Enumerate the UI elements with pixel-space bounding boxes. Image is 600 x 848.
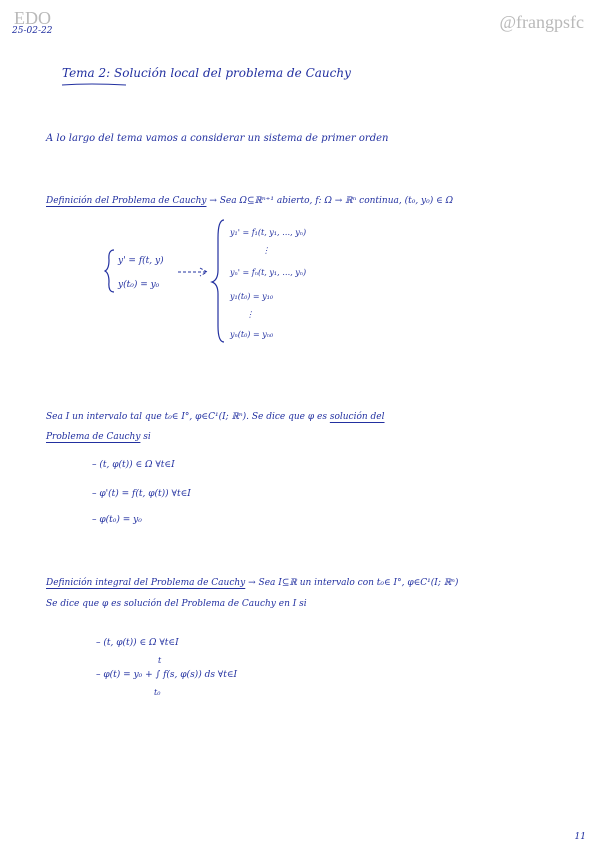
- system-arrow: [176, 266, 212, 278]
- intro-text: A lo largo del tema vamos a considerar un sistema de primer orden: [46, 133, 389, 144]
- system-right-init1: y₁(t₀) = y₁₀: [230, 292, 274, 301]
- solution-term: solución del: [329, 412, 385, 422]
- solution-line2-tail: si: [143, 432, 151, 442]
- def1-statement: Sea Ω⊆ℝⁿ⁺¹ abierto, f: Ω → ℝⁿ continua, (t₀, y₀) ∈ Ω: [219, 196, 454, 206]
- left-brace: [104, 248, 116, 294]
- date: 25-02-22: [12, 26, 53, 36]
- system-right-dots1: ⋮: [262, 246, 270, 255]
- system-right-initn: yₙ(t₀) = yₙ₀: [230, 330, 274, 339]
- def2-condition-1: – (t, φ(t)) ∈ Ω ∀t∈I: [96, 638, 179, 648]
- integral-upper-limit: t: [158, 656, 162, 665]
- page-number: 11: [574, 832, 586, 842]
- system-right-eq1: y₁' = f₁(t, y₁, …, yₙ): [230, 228, 307, 237]
- watermark-right: @frangpsfc: [499, 12, 584, 32]
- def1-arrow: →: [209, 196, 217, 206]
- def2-statement: Sea I⊆ℝ un intervalo con t₀∈ I°, φ∈C¹(I; ℝⁿ): [258, 578, 459, 588]
- integral-lower-limit: t₀: [154, 688, 161, 697]
- def2-heading: Definición integral del Problema de Cauchy: [46, 578, 246, 588]
- def2-line: [46, 578, 458, 588]
- def2-line2: Se dice que φ es solución del Problema de Cauchy en I si: [46, 599, 307, 609]
- solution-line2: [46, 432, 151, 442]
- system-left-eq1: y' = f(t, y): [118, 256, 164, 266]
- page-title: [62, 66, 351, 80]
- system-right-eqn: yₙ' = fₙ(t, y₁, …, yₙ): [230, 268, 307, 277]
- def1-heading: Definición del Problema de Cauchy: [46, 196, 207, 206]
- def2-condition-2: – φ(t) = y₀ + ∫ f(s, φ(s)) ds ∀t∈I: [96, 670, 238, 680]
- system-right-dots2: ⋮: [246, 310, 254, 319]
- watermark-left: EDO: [14, 8, 51, 28]
- def2-arrow: →: [248, 578, 256, 588]
- right-brace: [210, 218, 226, 344]
- title-underline: [60, 82, 130, 88]
- solution-condition-3: – φ(t₀) = y₀: [92, 515, 142, 525]
- solution-term2: Problema de Cauchy: [46, 432, 141, 442]
- system-left-eq2: y(t₀) = y₀: [118, 280, 160, 290]
- solution-condition-1: – (t, φ(t)) ∈ Ω ∀t∈I: [92, 460, 175, 470]
- solution-line1: [46, 412, 385, 422]
- solution-line1-text: Sea I un intervalo tal que t₀∈ I°, φ∈C¹(I; ℝⁿ). Se dice que φ es: [46, 412, 327, 422]
- title-text: Tema 2: Solución local del problema de Cauchy: [62, 66, 351, 80]
- solution-condition-2: – φ'(t) = f(t, φ(t)) ∀t∈I: [92, 489, 191, 499]
- def1-line: [46, 196, 453, 206]
